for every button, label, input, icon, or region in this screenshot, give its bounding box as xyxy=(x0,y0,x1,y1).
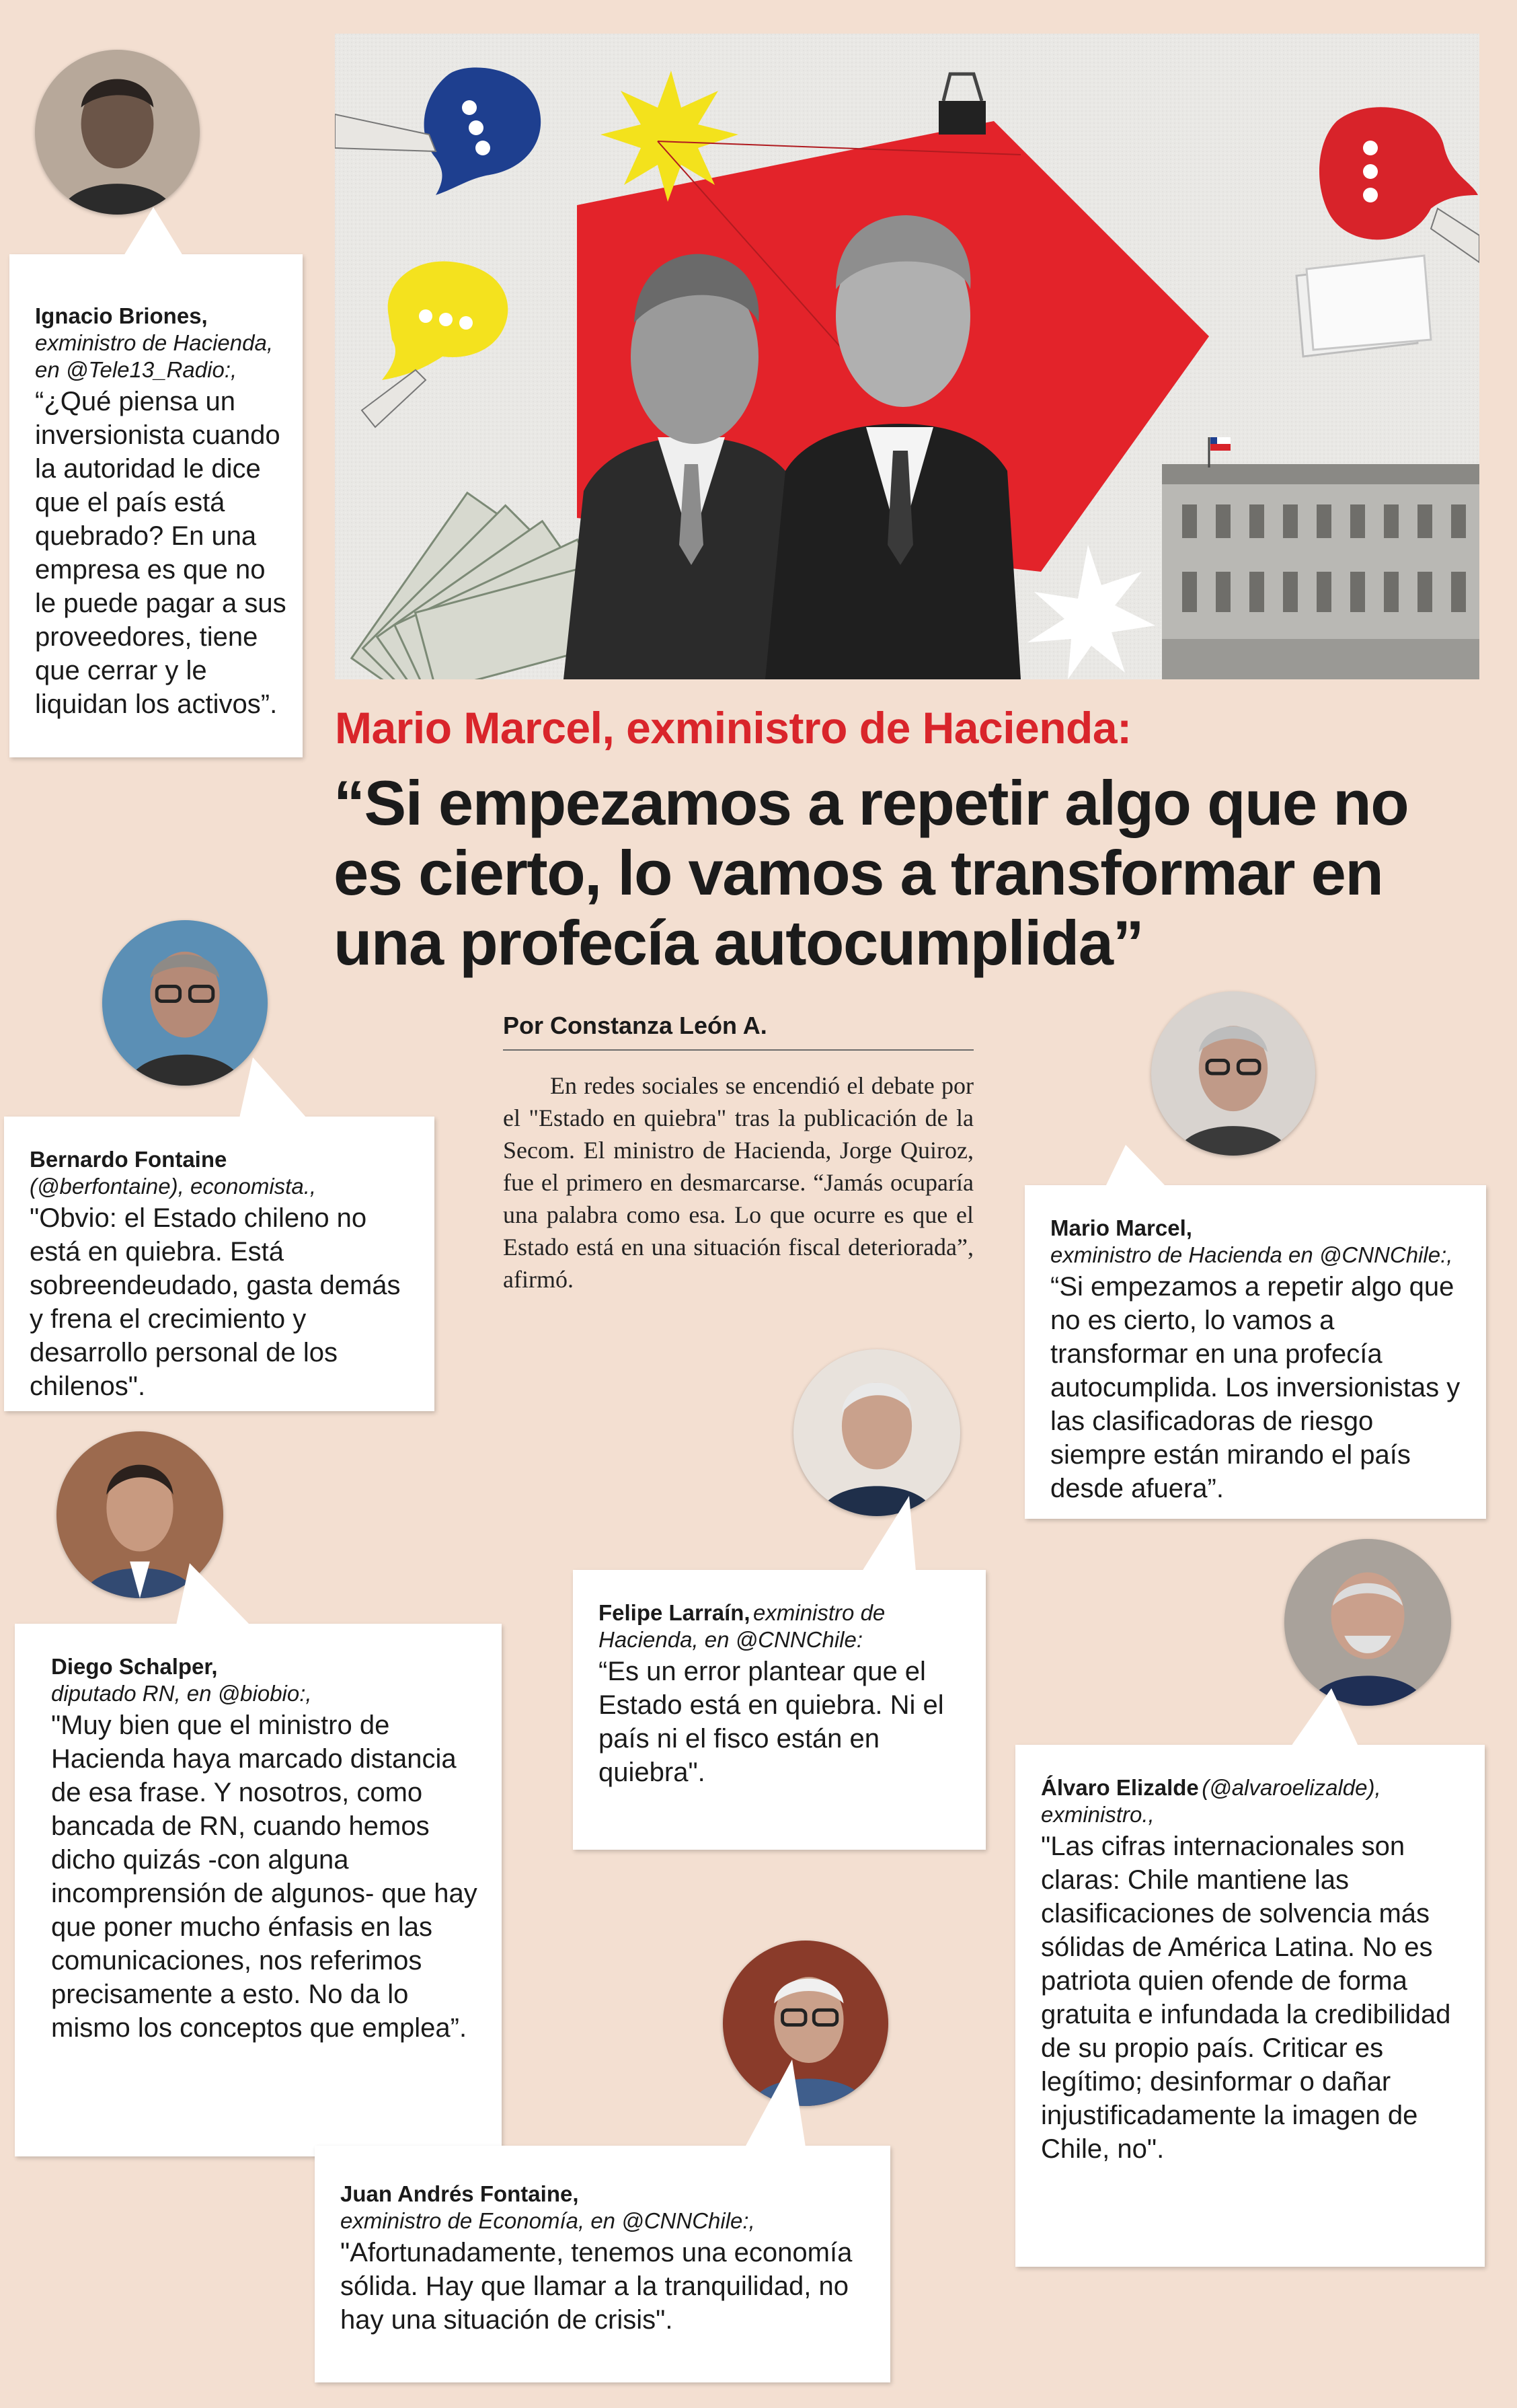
quote-author-name: Ignacio Briones, xyxy=(35,303,208,328)
avatar-felipe-larrain xyxy=(793,1349,960,1516)
quote-author-role: diputado RN, en @biobio:, xyxy=(51,1681,312,1706)
folder-shape xyxy=(1296,256,1431,356)
quote-text: “¿Qué piensa un inversionista cuando la autoridad le dice que el país está quebrado? En una empresa es que no le puede pagar a sus proveedores, tiene que cerrar y le liquidan los activos”. xyxy=(35,387,286,719)
article-body: En redes sociales se encendió el debate por el "Estado en quiebra" tras la publicación de la Secom. El ministro de Hacienda, Jorge Quiroz, fue el primero en desmarcarse. “Jamás ocuparía una palabra como esa. Lo que ocurre es que el Estado está en una situación fiscal deteriorada”, afirmó. xyxy=(503,1072,974,1293)
bubble-tail xyxy=(124,207,183,256)
quote-author-name: Álvaro Elizalde xyxy=(1041,1775,1199,1800)
quote-author-role: exministro de Economía, en @CNNChile:, xyxy=(340,2208,755,2233)
quote-author-name: Felipe Larraín, xyxy=(598,1600,750,1625)
building-moneda xyxy=(1162,437,1479,679)
bubble-tail xyxy=(862,1496,916,1571)
avatar-mario-marcel xyxy=(1151,991,1315,1156)
quote-bubble-bernardo-fontaine xyxy=(4,1117,434,1411)
avatar-ignacio-briones xyxy=(35,50,200,215)
hero-collage xyxy=(335,34,1479,679)
bubble-tail xyxy=(239,1057,307,1118)
quote-author-role: (@berfontaine), economista., xyxy=(30,1174,317,1199)
quote-text: “Es un error plantear que el Estado está en quiebra. Ni el país ni el fisco están en quiebra". xyxy=(598,1657,944,1787)
quote-bubble-diego-schalper xyxy=(15,1624,502,2156)
headline-kicker: Mario Marcel, exministro de Hacienda: xyxy=(335,703,1132,753)
byline-rule xyxy=(503,1049,974,1051)
avatar-alvaro-elizalde xyxy=(1284,1539,1451,1706)
quote-author-role: exministro de Hacienda en @CNNChile:, xyxy=(1050,1242,1453,1267)
quote-bubble-mario-marcel xyxy=(1025,1185,1486,1519)
bubble-tail xyxy=(1291,1688,1358,1746)
quote-bubble-alvaro-elizalde xyxy=(1015,1745,1485,2267)
bubble-tail xyxy=(1105,1145,1166,1187)
bubble-tail xyxy=(745,2060,806,2147)
quote-text: "Muy bien que el ministro de Hacienda haya marcado distancia de esa frase. Y nosotros, como bancada de RN, cuando hemos dicho quizás -con alguna incomprensión de algunos- que hay que poner mucho énfasis en las comunicaciones, nos referimos precisamente a esto. No da lo mismo los conceptos que emplea”. xyxy=(51,1710,477,2043)
quote-author-name: Juan Andrés Fontaine, xyxy=(340,2181,579,2206)
quote-text: "Afortunadamente, tenemos una economía sólida. Hay que llamar a la tranquilidad, no hay una situación de crisis". xyxy=(340,2238,853,2335)
quote-author-role: exministro de Hacienda, en @CNNChile: xyxy=(598,1600,886,1652)
quote-author-name: Mario Marcel, xyxy=(1050,1215,1192,1240)
headline-title: “Si empezamos a repetir algo que no es cierto, lo vamos a transformar en una profecía autocumplida” xyxy=(334,767,1409,978)
quote-author-name: Diego Schalper, xyxy=(51,1654,218,1679)
quote-bubble-juan-andres-fontaine xyxy=(315,2146,890,2382)
quote-bubble-felipe-larrain xyxy=(573,1570,986,1850)
bubble-tail xyxy=(176,1563,250,1625)
quote-text: "Las cifras internacionales son claras: Chile mantiene las clasificaciones de solvencia más sólidas de América Latina. No es patriota quien ofende de forma gratuita e infundada la credibilidad de su propio país. Criticar es legítimo; desinformar o dañar injustificadamente la imagen de Chile, no". xyxy=(1041,1832,1451,2164)
hero-illustration xyxy=(335,34,1479,679)
quote-bubble-briones xyxy=(9,254,303,757)
quote-author-role: (@alvaroelizalde), exministro., xyxy=(1041,1775,1381,1827)
quote-author-role: exministro de Hacienda, en @Tele13_Radio:, xyxy=(35,330,274,382)
quote-author-name: Bernardo Fontaine xyxy=(30,1147,227,1172)
quote-text: "Obvio: el Estado chileno no está en quiebra. Está sobreendeudado, gasta demás y frena el crecimiento y desarrollo personal de los chilenos". xyxy=(30,1203,401,1401)
quote-text: “Si empezamos a repetir algo que no es cierto, lo vamos a transformar en una profecía autocumplida. Los inversionistas y las clasificadoras de riesgo siempre están mirando el país desde afuera”. xyxy=(1050,1272,1461,1503)
byline: Por Constanza León A. xyxy=(503,1012,767,1039)
